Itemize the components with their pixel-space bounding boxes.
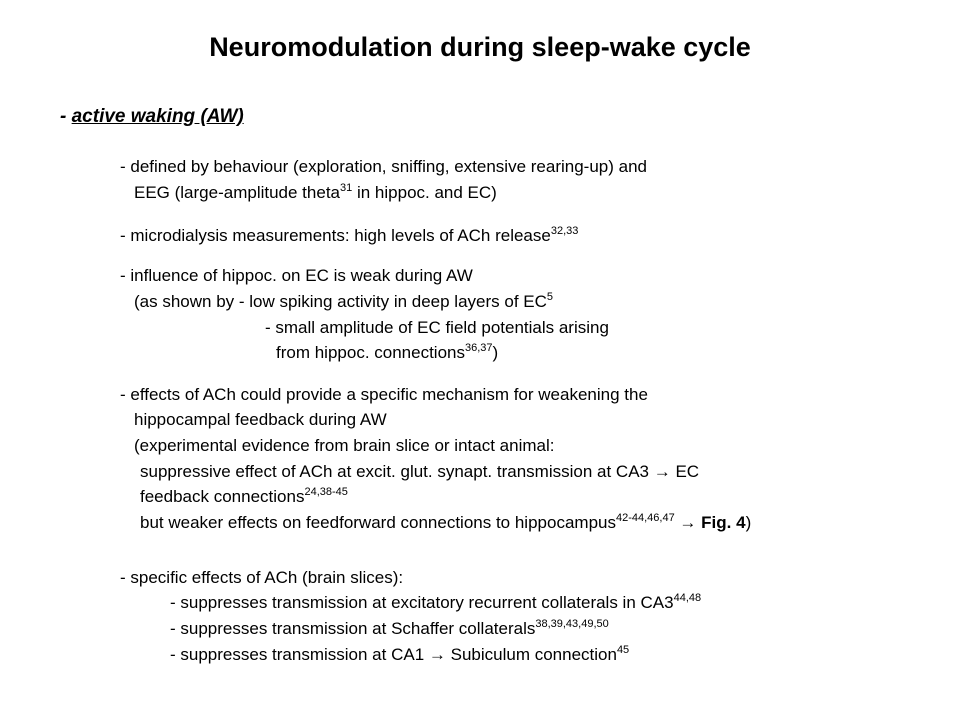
b1-line1: - defined by behaviour (exploration, sniffing, extensive rearing-up) and <box>120 157 647 176</box>
b3-line4-text: from hippoc. connections <box>276 343 465 362</box>
b4-line5-text: feedback connections <box>140 487 305 506</box>
page-title: Neuromodulation during sleep-wake cycle <box>209 32 751 62</box>
b4-line3: (experimental evidence from brain slice or intact animal: <box>134 436 555 455</box>
b4-line6-close: ) <box>745 513 752 532</box>
b4-line4-text-end: EC <box>670 462 700 481</box>
b3-line4-close: ) <box>492 343 499 362</box>
b5-line3 <box>170 619 609 639</box>
b4-line6 <box>140 513 751 533</box>
b5-line4-text: - suppresses transmission at CA1 <box>170 645 429 664</box>
arrow-right-icon: → <box>653 462 671 481</box>
b4-line6-ref: 42-44,46,47 <box>615 512 675 524</box>
b2-line1 <box>120 226 578 246</box>
b4-line1: - effects of ACh could provide a specific mechanism for weakening the <box>120 385 648 404</box>
b3-line3: - small amplitude of EC field potentials arising <box>265 318 609 337</box>
b4-line5-ref: 24,38-45 <box>304 486 348 498</box>
b2-line1-ref: 32,33 <box>550 225 579 237</box>
b1-line2-ref: 31 <box>340 182 353 194</box>
b5-line2 <box>170 593 701 613</box>
b5-line3-text: - suppresses transmission at Schaffer collaterals <box>170 619 536 638</box>
heading-label: active waking (AW) <box>71 106 244 127</box>
b4-line2: hippocampal feedback during AW <box>134 410 387 429</box>
arrow-right-icon: → <box>674 513 702 532</box>
b4-line6-text: but weaker effects on feedforward connections to hippocampus <box>140 513 616 532</box>
arrow-right-icon: → <box>428 645 446 664</box>
b5-line4-text-end: Subiculum connection <box>445 645 617 664</box>
b1-line2 <box>134 183 497 203</box>
b4-line5 <box>140 487 348 507</box>
b4-line4-text: suppressive effect of ACh at excit. glut. synapt. transmission at CA3 <box>140 462 654 481</box>
b2-line1-text: - microdialysis measurements: high levels of ACh release <box>120 226 551 245</box>
heading-prefix: - <box>60 106 72 127</box>
b3-line1: - influence of hippoc. on EC is weak during AW <box>120 266 473 285</box>
b1-line2-text-end: in hippoc. and EC) <box>352 183 497 202</box>
b3-line2-text: (as shown by - low spiking activity in deep layers of EC <box>134 292 547 311</box>
b5-line3-ref: 38,39,43,49,50 <box>535 618 609 630</box>
b5-line4 <box>170 645 629 665</box>
section-heading <box>60 106 244 128</box>
b1-line2-text: EEG (large-amplitude theta <box>134 183 340 202</box>
figure-reference: Fig. 4 <box>701 513 746 532</box>
b4-line4 <box>140 462 699 482</box>
b5-line4-ref: 45 <box>616 644 630 656</box>
b3-line2 <box>134 292 553 312</box>
b3-line2-ref: 5 <box>546 291 554 303</box>
b5-line1: - specific effects of ACh (brain slices): <box>120 568 404 587</box>
b3-line4-ref: 36,37 <box>465 342 493 354</box>
b3-line4 <box>276 343 498 363</box>
b5-line2-text: - suppresses transmission at excitatory recurrent collaterals in CA3 <box>170 593 674 612</box>
b5-line2-ref: 44,48 <box>673 592 702 604</box>
